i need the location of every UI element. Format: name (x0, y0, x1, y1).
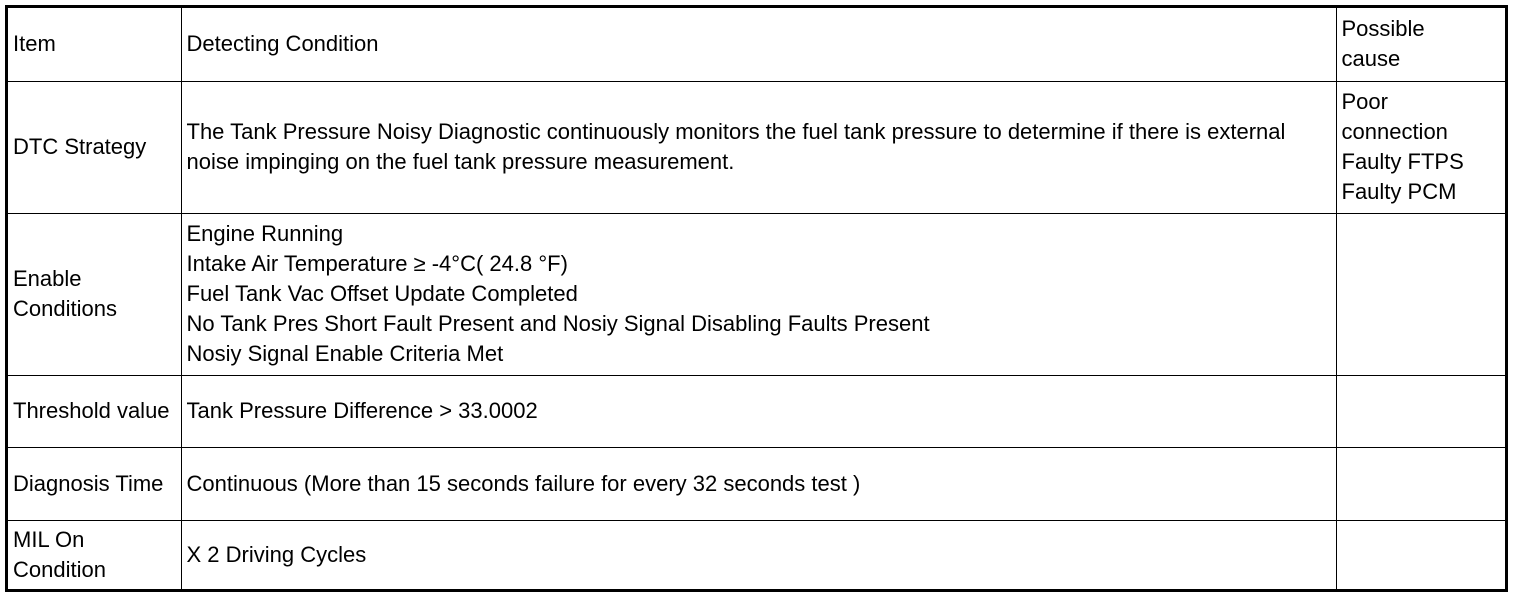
header-possible-cause (1336, 8, 1505, 81)
possible-cause-cell (1336, 520, 1505, 589)
enable-conditions-cell (181, 213, 1336, 375)
table-row-diagnosis-time (8, 447, 1505, 520)
header-detecting-condition: Detecting Condition (181, 8, 1336, 81)
enable-condition-line: Fuel Tank Vac Offset Update Completed (186, 281, 578, 306)
row-item-label: Enable Conditions (8, 213, 181, 375)
row-condition-text: Continuous (More than 15 seconds failure for every 32 seconds test ) (181, 447, 1336, 520)
possible-cause-cell (1336, 81, 1505, 213)
possible-cause-cell (1336, 213, 1505, 375)
row-item-label: DTC Strategy (8, 81, 181, 213)
enable-condition-line: No Tank Pres Short Fault Present and Nosiy Signal Disabling Faults Present (186, 311, 930, 336)
dtc-table-frame (5, 5, 1508, 592)
possible-cause-line: Faulty FTPS (1341, 149, 1464, 174)
row-condition-text: Tank Pressure Difference > 33.0002 (181, 375, 1336, 447)
dtc-table (8, 8, 1505, 589)
row-item-label: Threshold value (8, 375, 181, 447)
row-item-label: Diagnosis Time (8, 447, 181, 520)
table-row-threshold-value (8, 375, 1505, 447)
row-condition-text: The Tank Pressure Noisy Diagnostic continuously monitors the fuel tank pressure to determine if there is external noise impinging on the fuel tank pressure measurement. (181, 81, 1336, 213)
header-cause-line: Possible (1341, 16, 1425, 42)
enable-condition-line: Intake Air Temperature ≥ -4°C( 24.8 °F) (186, 251, 568, 276)
table-header-row (8, 8, 1505, 81)
table-row-enable-conditions (8, 213, 1505, 375)
possible-cause-cell (1336, 375, 1505, 447)
header-item: Item (8, 8, 181, 81)
enable-condition-line: Nosiy Signal Enable Criteria Met (186, 341, 504, 366)
enable-condition-line: Engine Running (186, 221, 344, 246)
possible-cause-line: Poor (1341, 89, 1388, 114)
table-row-mil-on-condition (8, 520, 1505, 589)
row-condition-text: X 2 Driving Cycles (181, 520, 1336, 589)
possible-cause-line: Faulty PCM (1341, 179, 1457, 204)
possible-cause-cell (1336, 447, 1505, 520)
possible-cause-line: connection (1341, 119, 1448, 144)
row-item-label: MIL On Condition (8, 520, 181, 589)
header-cause-line: cause (1341, 46, 1401, 72)
table-row-dtc-strategy (8, 81, 1505, 213)
